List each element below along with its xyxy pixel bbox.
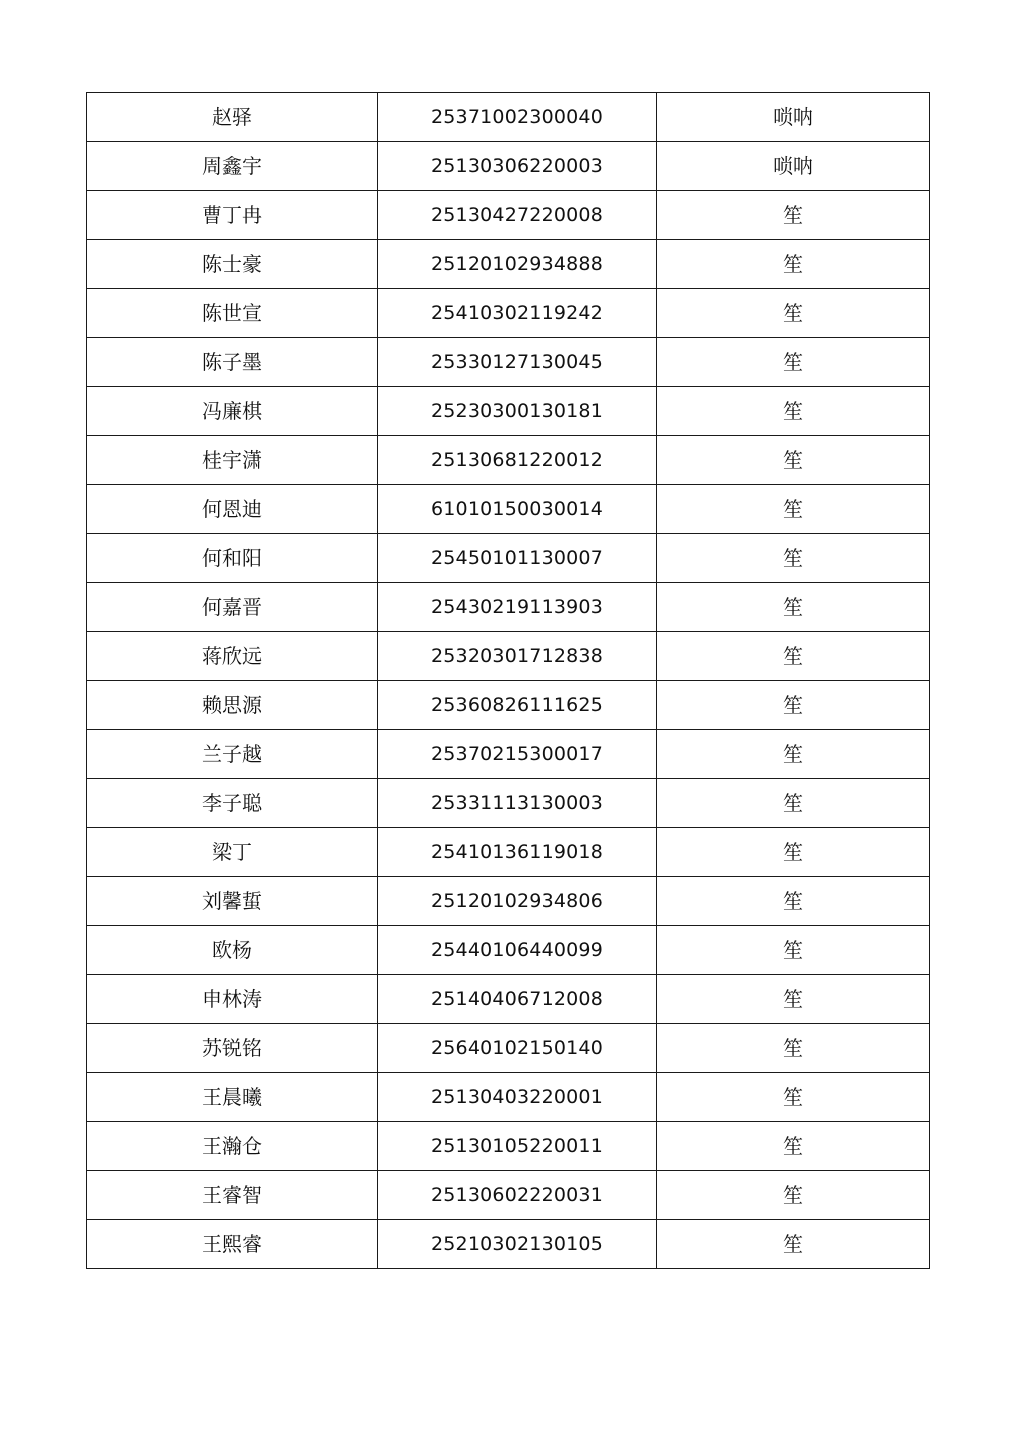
instrument-cell: 笙 — [657, 828, 930, 877]
name-cell: 王熙睿 — [87, 1220, 378, 1269]
id-number-cell: 25370215300017 — [378, 730, 657, 779]
table-row — [87, 583, 930, 632]
id-number-cell: 25120102934806 — [378, 877, 657, 926]
name-cell: 兰子越 — [87, 730, 378, 779]
name-cell: 王瀚仓 — [87, 1122, 378, 1171]
name-cell: 赵驿 — [87, 93, 378, 142]
instrument-cell: 唢呐 — [657, 142, 930, 191]
name-cell: 冯廉棋 — [87, 387, 378, 436]
id-number-cell: 25140406712008 — [378, 975, 657, 1024]
id-number-cell: 25210302130105 — [378, 1220, 657, 1269]
id-number-cell: 25410302119242 — [378, 289, 657, 338]
table-row — [87, 975, 930, 1024]
instrument-cell: 笙 — [657, 240, 930, 289]
id-number-cell: 61010150030014 — [378, 485, 657, 534]
table-row — [87, 1122, 930, 1171]
table-row — [87, 142, 930, 191]
id-number-cell: 25130105220011 — [378, 1122, 657, 1171]
instrument-cell: 笙 — [657, 1073, 930, 1122]
table-row — [87, 1171, 930, 1220]
instrument-cell: 笙 — [657, 730, 930, 779]
table-row — [87, 240, 930, 289]
table-row — [87, 436, 930, 485]
name-cell: 何和阳 — [87, 534, 378, 583]
id-number-cell: 25330127130045 — [378, 338, 657, 387]
table-row — [87, 926, 930, 975]
table-row — [87, 191, 930, 240]
id-number-cell: 25640102150140 — [378, 1024, 657, 1073]
instrument-cell: 笙 — [657, 632, 930, 681]
id-number-cell: 25440106440099 — [378, 926, 657, 975]
id-number-cell: 25371002300040 — [378, 93, 657, 142]
instrument-cell: 笙 — [657, 877, 930, 926]
name-cell: 桂宇潇 — [87, 436, 378, 485]
instrument-cell: 笙 — [657, 583, 930, 632]
instrument-cell: 笙 — [657, 926, 930, 975]
table-row — [87, 485, 930, 534]
table-row — [87, 1073, 930, 1122]
table-row — [87, 338, 930, 387]
instrument-cell: 笙 — [657, 387, 930, 436]
id-number-cell: 25360826111625 — [378, 681, 657, 730]
table-row — [87, 730, 930, 779]
candidate-table-body — [87, 93, 930, 1269]
name-cell: 苏锐铭 — [87, 1024, 378, 1073]
name-cell: 何嘉晋 — [87, 583, 378, 632]
table-row — [87, 534, 930, 583]
instrument-cell: 笙 — [657, 485, 930, 534]
table-row — [87, 681, 930, 730]
id-number-cell: 25130681220012 — [378, 436, 657, 485]
instrument-cell: 笙 — [657, 779, 930, 828]
name-cell: 李子聪 — [87, 779, 378, 828]
instrument-cell: 笙 — [657, 1024, 930, 1073]
table-row — [87, 632, 930, 681]
name-cell: 申林涛 — [87, 975, 378, 1024]
name-cell: 欧杨 — [87, 926, 378, 975]
table-row — [87, 779, 930, 828]
id-number-cell: 25130403220001 — [378, 1073, 657, 1122]
id-number-cell: 25130427220008 — [378, 191, 657, 240]
instrument-cell: 笙 — [657, 975, 930, 1024]
name-cell: 赖思源 — [87, 681, 378, 730]
name-cell: 曹丁冉 — [87, 191, 378, 240]
name-cell: 王睿智 — [87, 1171, 378, 1220]
table-row — [87, 1220, 930, 1269]
id-number-cell: 25130306220003 — [378, 142, 657, 191]
instrument-cell: 笙 — [657, 338, 930, 387]
name-cell: 王晨曦 — [87, 1073, 378, 1122]
id-number-cell: 25430219113903 — [378, 583, 657, 632]
table-row — [87, 828, 930, 877]
instrument-cell: 笙 — [657, 191, 930, 240]
table-row — [87, 877, 930, 926]
id-number-cell: 25230300130181 — [378, 387, 657, 436]
name-cell: 陈子墨 — [87, 338, 378, 387]
id-number-cell: 25320301712838 — [378, 632, 657, 681]
instrument-cell: 笙 — [657, 1122, 930, 1171]
table-row — [87, 93, 930, 142]
id-number-cell: 25120102934888 — [378, 240, 657, 289]
instrument-cell: 笙 — [657, 681, 930, 730]
name-cell: 梁丁 — [87, 828, 378, 877]
id-number-cell: 25130602220031 — [378, 1171, 657, 1220]
name-cell: 蒋欣远 — [87, 632, 378, 681]
name-cell: 陈世宣 — [87, 289, 378, 338]
id-number-cell: 25450101130007 — [378, 534, 657, 583]
name-cell: 陈士豪 — [87, 240, 378, 289]
candidate-table — [86, 92, 930, 1269]
table-row — [87, 289, 930, 338]
instrument-cell: 笙 — [657, 1171, 930, 1220]
instrument-cell: 笙 — [657, 436, 930, 485]
name-cell: 刘馨蜇 — [87, 877, 378, 926]
name-cell: 周鑫宇 — [87, 142, 378, 191]
instrument-cell: 笙 — [657, 534, 930, 583]
instrument-cell: 笙 — [657, 289, 930, 338]
instrument-cell: 笙 — [657, 1220, 930, 1269]
table-row — [87, 1024, 930, 1073]
table-row — [87, 387, 930, 436]
id-number-cell: 25331113130003 — [378, 779, 657, 828]
instrument-cell: 唢呐 — [657, 93, 930, 142]
name-cell: 何恩迪 — [87, 485, 378, 534]
id-number-cell: 25410136119018 — [378, 828, 657, 877]
